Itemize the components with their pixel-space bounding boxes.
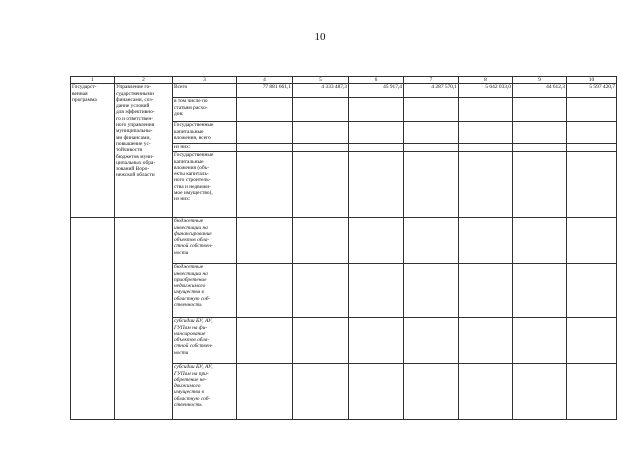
value-cell bbox=[459, 122, 513, 144]
value-cell: 5 642 033,0 bbox=[459, 84, 513, 98]
value-cell bbox=[513, 122, 567, 144]
value-cell bbox=[404, 264, 459, 318]
value-cell bbox=[349, 264, 404, 318]
value-cell bbox=[459, 318, 513, 364]
table-row bbox=[71, 218, 617, 264]
value-cell bbox=[513, 364, 567, 420]
value-cell bbox=[459, 364, 513, 420]
value-cell bbox=[293, 318, 349, 364]
value-cell: 5 597 420,7 bbox=[567, 84, 617, 98]
value-cell bbox=[459, 218, 513, 264]
program-name-cell: Управление го- сударственными финансами, соз- дание условий для эффективно- го и ответствен- ного управления муниципальны- ми финансами, повышение ус- тойчивости бюджетов муни- ципальных обра- зований Воро- нежской области bbox=[115, 84, 173, 218]
header-row bbox=[71, 77, 617, 84]
row-label: бюджетные инвестиции на финансирование объектов обла- стной собствен- ности bbox=[173, 218, 237, 264]
value-cell bbox=[513, 152, 567, 218]
value-cell bbox=[404, 152, 459, 218]
value-cell bbox=[237, 264, 293, 318]
value-cell bbox=[237, 98, 293, 122]
value-cell bbox=[237, 152, 293, 218]
header-cell: 7 bbox=[404, 77, 459, 84]
value-cell bbox=[459, 98, 513, 122]
header-cell: 6 bbox=[349, 77, 404, 84]
value-cell: 77 881 661,1 bbox=[237, 84, 293, 98]
value-cell bbox=[293, 144, 349, 152]
value-cell bbox=[349, 318, 404, 364]
row-label: бюджетные инвестиции на приобретение недвижимого имущества в областную соб- ственность bbox=[173, 264, 237, 318]
table-row bbox=[71, 84, 617, 98]
value-cell bbox=[237, 122, 293, 144]
value-cell bbox=[349, 144, 404, 152]
row-label: субсидии БУ, АУ, ГУПам на фи- нансирование объектов обла- стной собствен- ности bbox=[173, 318, 237, 364]
program-type-cell: Государст- венная программа bbox=[71, 84, 115, 218]
value-cell bbox=[513, 144, 567, 152]
value-cell bbox=[349, 218, 404, 264]
value-cell bbox=[567, 144, 617, 152]
value-cell bbox=[237, 318, 293, 364]
row-label: Всего bbox=[173, 84, 237, 98]
value-cell bbox=[459, 264, 513, 318]
header-cell: 9 bbox=[513, 77, 567, 84]
value-cell bbox=[513, 218, 567, 264]
value-cell bbox=[404, 218, 459, 264]
value-cell bbox=[349, 98, 404, 122]
empty-cell bbox=[115, 218, 173, 420]
value-cell bbox=[237, 218, 293, 264]
value-cell bbox=[513, 318, 567, 364]
value-cell bbox=[567, 364, 617, 420]
value-cell bbox=[349, 364, 404, 420]
page-number: 10 bbox=[314, 31, 326, 43]
header-cell: 5 bbox=[293, 77, 349, 84]
value-cell bbox=[293, 122, 349, 144]
value-cell bbox=[293, 152, 349, 218]
budget-table bbox=[70, 76, 617, 420]
value-cell bbox=[513, 264, 567, 318]
value-cell bbox=[349, 152, 404, 218]
value-cell: 4 287 570,1 bbox=[404, 84, 459, 98]
empty-cell bbox=[71, 218, 115, 420]
header-cell: 2 bbox=[115, 77, 173, 84]
header-cell: 10 bbox=[567, 77, 617, 84]
header-cell: 8 bbox=[459, 77, 513, 84]
value-cell bbox=[349, 122, 404, 144]
value-cell: 4 333 487,3 bbox=[293, 84, 349, 98]
value-cell bbox=[404, 98, 459, 122]
value-cell bbox=[567, 264, 617, 318]
value-cell bbox=[567, 98, 617, 122]
value-cell bbox=[404, 318, 459, 364]
value-cell bbox=[237, 144, 293, 152]
value-cell: 44 612,3 bbox=[513, 84, 567, 98]
header-cell: 3 bbox=[173, 77, 237, 84]
value-cell bbox=[404, 364, 459, 420]
value-cell: 45 917,4 bbox=[349, 84, 404, 98]
value-cell bbox=[567, 152, 617, 218]
value-cell bbox=[567, 122, 617, 144]
row-label: из них: bbox=[173, 144, 237, 152]
row-label: Государственные капитальные вложения (объ- екты капиталь- ного строитель- ства и недвижи- мое имущество), из них: bbox=[173, 152, 237, 218]
header-cell: 1 bbox=[71, 77, 115, 84]
row-label: субсидии БУ, АУ, ГУПам на при- обретение не- движимого имущества в областную соб- ственность bbox=[173, 364, 237, 420]
value-cell bbox=[459, 144, 513, 152]
value-cell bbox=[567, 218, 617, 264]
value-cell bbox=[293, 218, 349, 264]
value-cell bbox=[237, 364, 293, 420]
row-label: Государственные капитальные вложения, всего bbox=[173, 122, 237, 144]
header-cell: 4 bbox=[237, 77, 293, 84]
row-label: в том числе по статьям расхо- дов: bbox=[173, 98, 237, 122]
value-cell bbox=[404, 122, 459, 144]
value-cell bbox=[293, 364, 349, 420]
value-cell bbox=[459, 152, 513, 218]
value-cell bbox=[293, 98, 349, 122]
value-cell bbox=[567, 318, 617, 364]
value-cell bbox=[404, 144, 459, 152]
value-cell bbox=[293, 264, 349, 318]
value-cell bbox=[513, 98, 567, 122]
